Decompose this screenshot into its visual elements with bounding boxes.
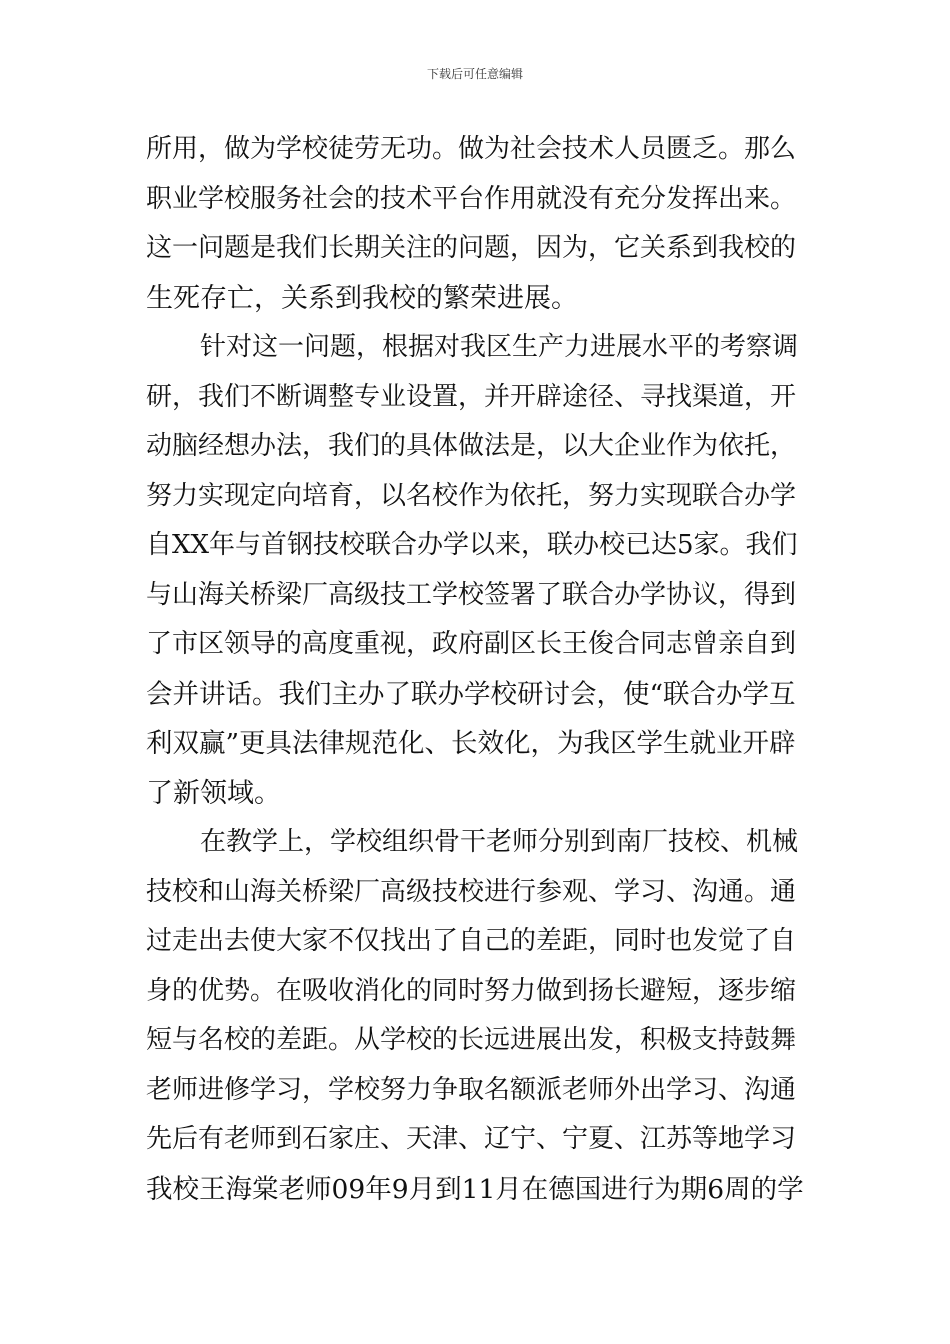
text-line: 过走出去使大家不仅找出了自己的差距，同时也发觉了自 [146,926,797,956]
text-line: 这一问题是我们长期关注的问题，因为，它关系到我校的 [146,233,797,263]
text-line: 会并讲话。我们主办了联办学校研讨会，使“联合办学互 [146,678,796,710]
text-line: 我校王海棠老师09年9月到11月在德国进行为期6周的学 [146,1173,804,1205]
text-line: 利双赢”更具法律规范化、长效化，为我区学生就业开辟 [146,728,796,759]
page-header: 下载后可任意编辑 [426,67,523,81]
text-line: 研，我们不断调整专业设置，并开辟途径、寻找渠道，开 [146,381,797,412]
text-line: 技校和山海关桥梁厂高级技校进行参观、学习、沟通。通 [146,876,797,907]
text-line: 与山海关桥梁厂高级技工学校签署了联合办学协议，得到 [146,579,797,610]
text-line: 身的优势。在吸收消化的同时努力做到扬长避短，逐步缩 [146,975,797,1006]
text-line: 老师进修学习，学校努力争取名额派老师外出学习、沟通 [146,1074,797,1105]
text-line: 职业学校服务社会的技术平台作用就没有充分发挥出来。 [146,183,797,214]
text-line: 自XX年与首钢技校联合办学以来，联办校已达5家。我们 [146,530,798,560]
document-body [146,125,806,1214]
text-line: 了市区领导的高度重视，政府副区长王俊合同志曾亲自到 [146,629,797,659]
text-line: 所用，做为学校徒劳无功。做为社会技术人员匮乏。那么 [146,134,797,164]
paragraph-first-line: 针对这一问题，根据对我区生产力进展水平的考察调 [200,332,799,362]
paragraph-first-line: 在教学上，学校组织骨干老师分别到南厂技校、机械 [200,827,799,857]
text-line: 了新领域。 [146,777,281,809]
text-line: 短与名校的差距。从学校的长远进展出发，积极支持鼓舞 [146,1025,797,1055]
text-line: 生死存亡，关系到我校的繁荣进展。 [146,282,578,314]
text-line: 先后有老师到石家庄、天津、辽宁、宁夏、江苏等地学习 [146,1124,797,1154]
text-line: 努力实现定向培育，以名校作为依托，努力实现联合办学 [146,480,797,511]
text-line: 动脑经想办法，我们的具体做法是，以大企业作为依托， [146,431,797,461]
